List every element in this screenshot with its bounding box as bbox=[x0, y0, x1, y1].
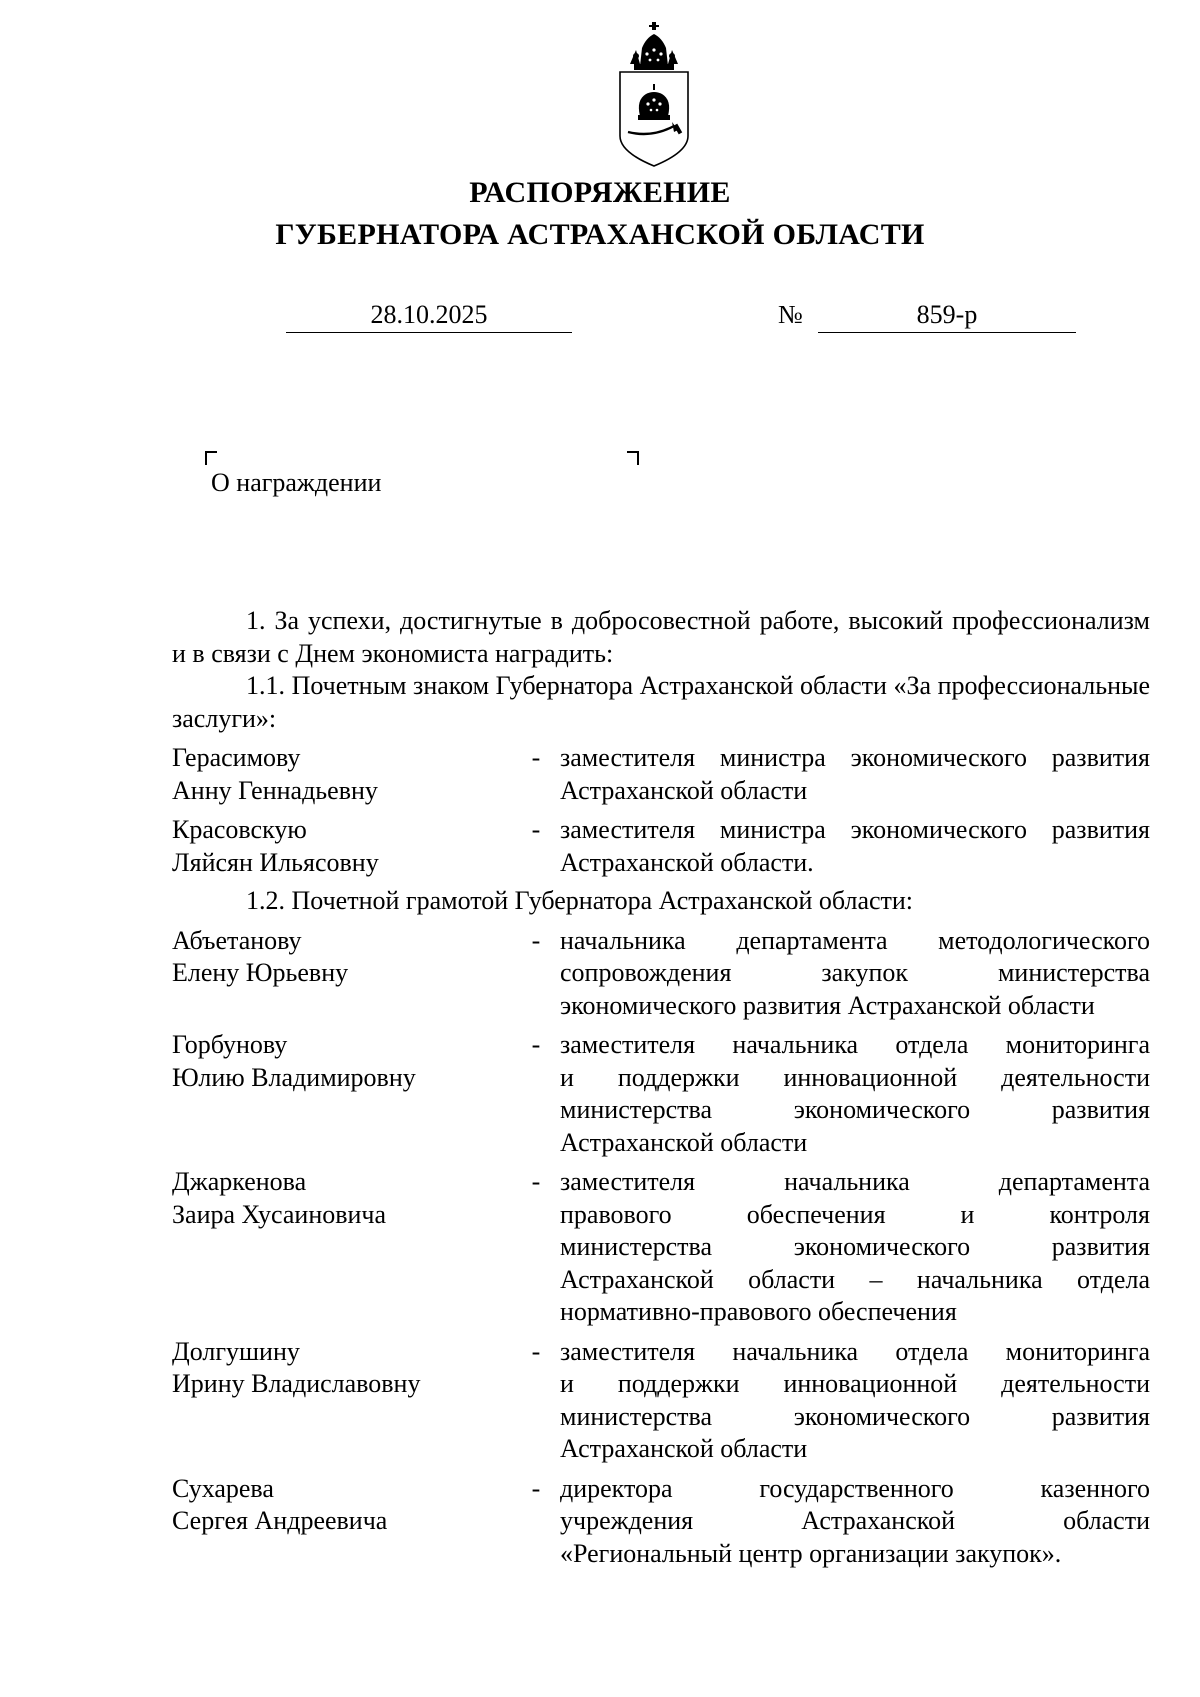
entry-dash: - bbox=[531, 925, 541, 955]
entry-dash: - bbox=[531, 1473, 541, 1503]
position-line: начальника департамента методологического bbox=[560, 925, 1150, 955]
position-line: заместителя начальника отдела мониторинга bbox=[560, 1030, 1150, 1059]
award-list-2 bbox=[172, 925, 1150, 1571]
document-date: 28.10.2025 bbox=[286, 298, 572, 333]
document-subject: О награждении bbox=[211, 468, 382, 497]
position-line: правового обеспечения и контроля bbox=[560, 1199, 1150, 1229]
position-line: директора государственного казенного bbox=[560, 1473, 1150, 1503]
awardee-surname: Горбунову bbox=[172, 1030, 288, 1059]
entry-dash: - bbox=[531, 815, 541, 844]
position-line: экономического развития Астраханской области bbox=[560, 990, 1095, 1020]
position-line: Астраханской области bbox=[560, 1434, 808, 1463]
paragraph-1-2: 1.2. Почетной грамотой Губернатора Астраханской области: bbox=[246, 886, 914, 915]
issuer-title: ГУБЕРНАТОРА АСТРАХАНСКОЙ ОБЛАСТИ bbox=[275, 218, 925, 251]
awardee-given-names: Ирину Владиславовну bbox=[172, 1369, 421, 1398]
award-entry bbox=[172, 1336, 1150, 1466]
document-type-title: РАСПОРЯЖЕНИЕ bbox=[469, 176, 731, 209]
awardee-surname: Абъетанову bbox=[172, 925, 302, 955]
awardee-surname: Красовскую bbox=[172, 815, 307, 844]
position-line: министерства экономического развития bbox=[560, 1232, 1150, 1261]
award-list-1 bbox=[172, 742, 1150, 879]
position-line: нормативно-правового обеспечения bbox=[560, 1297, 957, 1326]
document-body bbox=[172, 605, 1150, 1576]
award-entry bbox=[172, 1029, 1150, 1159]
awardee-given-names: Елену Юрьевну bbox=[172, 958, 349, 987]
subject-corner-left bbox=[205, 451, 217, 465]
position-line: заместителя министра экономического развития bbox=[560, 743, 1150, 772]
subject-corner-right bbox=[627, 451, 639, 465]
position-line: и поддержки инновационной деятельности bbox=[560, 1369, 1150, 1398]
entry-dash: - bbox=[531, 1167, 541, 1196]
awardee-given-names: Сергея Андреевича bbox=[172, 1506, 388, 1535]
award-entry bbox=[172, 1473, 1150, 1571]
position-line: заместителя начальника отдела мониторинга bbox=[560, 1336, 1150, 1366]
awardee-given-names: Ляйсян Ильясовну bbox=[172, 847, 379, 877]
award-entry bbox=[172, 814, 1150, 879]
paragraph-1-1: 1.1. Почетным знаком Губернатора Астраханской области «За профессиональные заслуги»: bbox=[172, 671, 1150, 733]
paragraph-1: 1. За успехи, достигнутые в добросовестной работе, высокий профессионализм и в связи с Днем экономиста наградить: bbox=[172, 606, 1150, 668]
award-entry bbox=[172, 742, 1150, 807]
awardee-given-names: Юлию Владимировну bbox=[172, 1062, 416, 1092]
position-line: сопровождения закупок министерства bbox=[560, 958, 1150, 987]
position-line: Астраханской области – начальника отдела bbox=[560, 1264, 1150, 1294]
position-line: заместителя начальника департамента bbox=[560, 1167, 1150, 1196]
number-sign: № bbox=[778, 300, 803, 329]
position-line: министерства экономического развития bbox=[560, 1095, 1150, 1124]
entry-dash: - bbox=[531, 1030, 541, 1059]
position-line: Астраханской области bbox=[560, 775, 808, 805]
position-line: заместителя министра экономического развития bbox=[560, 815, 1150, 844]
position-line: Астраханской области. bbox=[560, 847, 814, 877]
position-line: «Региональный центр организации закупок». bbox=[560, 1538, 1062, 1568]
coat-of-arms-icon bbox=[616, 20, 692, 168]
position-line: министерства экономического развития bbox=[560, 1401, 1150, 1431]
position-line: и поддержки инновационной деятельности bbox=[560, 1062, 1150, 1092]
awardee-surname: Сухарева bbox=[172, 1473, 274, 1503]
awardee-given-names: Анну Геннадьевну bbox=[172, 775, 378, 805]
document-number: 859-р bbox=[818, 298, 1076, 333]
award-entry bbox=[172, 1166, 1150, 1329]
position-line: учреждения Астраханской области bbox=[560, 1506, 1150, 1535]
award-entry bbox=[172, 925, 1150, 1023]
awardee-surname: Джаркенова bbox=[172, 1167, 307, 1196]
awardee-given-names: Заира Хусаиновича bbox=[172, 1199, 387, 1229]
position-line: Астраханской области bbox=[560, 1127, 808, 1157]
awardee-surname: Герасимову bbox=[172, 743, 301, 772]
entry-dash: - bbox=[531, 743, 541, 772]
entry-dash: - bbox=[531, 1336, 541, 1366]
awardee-surname: Долгушину bbox=[172, 1336, 300, 1366]
